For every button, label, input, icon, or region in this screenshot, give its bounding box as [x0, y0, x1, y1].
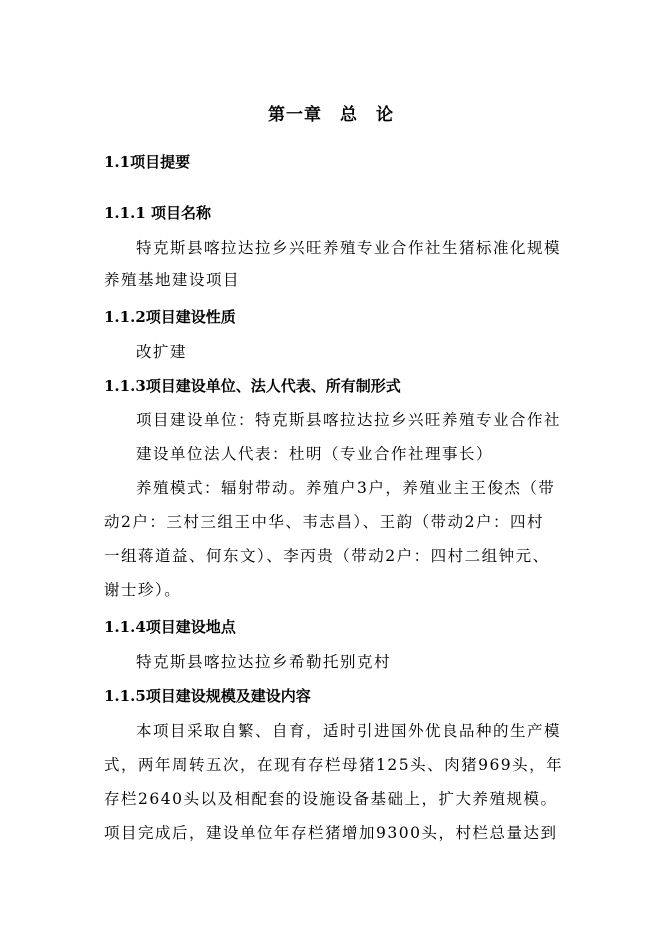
breeding-mode-line-2: 动2户：三村三组王中华、韦志昌）、王韵（带动2户：四村: [104, 513, 544, 531]
section-1-1-1-heading: [104, 202, 211, 223]
section-1-1-heading: 1.1项目提要: [104, 153, 191, 171]
section-1-1-3-heading: 1.1.3项目建设单位、法人代表、所有制形式: [104, 377, 401, 395]
section-1-1-2-heading: 1.1.2项目建设性质: [104, 308, 236, 326]
legal-representative: 建设单位法人代表：杜明（专业合作社理事长）: [136, 445, 494, 463]
chapter-title: 第一章 总 论: [268, 105, 394, 125]
scale-line-3: 存栏2640头以及相配套的设施设备基础上，扩大养殖规模。: [104, 790, 558, 808]
breeding-mode-line-4: 谢士珍）。: [104, 581, 182, 599]
scale-line-1: 本项目采取自繁、自育，适时引进国外优良品种的生产模: [136, 722, 562, 740]
scale-line-4: 项目完成后，建设单位年存栏猪增加9300头，村栏总量达到: [104, 824, 558, 842]
section-1-1-1-text: 1.1.1 项目名称: [104, 204, 211, 222]
breeding-mode-line-3: 一组蒋道益、何东文）、李丙贵（带动2户：四村二组钟元、: [104, 547, 550, 565]
construction-unit: 项目建设单位：特克斯县喀拉达拉乡兴旺养殖专业合作社: [136, 411, 562, 429]
section-1-1-5-heading: 1.1.5项目建设规模及建设内容: [104, 687, 311, 705]
breeding-mode-line-1: 养殖模式：辐射带动。养殖户3户，养殖业主王俊杰（带: [136, 479, 556, 497]
scale-line-2: 式，两年周转五次，在现有存栏母猪125头、肉猪969头，年: [104, 756, 564, 774]
construction-location: 特克斯县喀拉达拉乡希勒托别克村: [136, 653, 392, 671]
project-name-line-1: 特克斯县喀拉达拉乡兴旺养殖专业合作社生猪标准化规模: [136, 239, 562, 257]
section-1-1-4-heading: 1.1.4项目建设地点: [104, 618, 236, 636]
project-name-line-2: 养殖基地建设项目: [104, 271, 241, 289]
construction-nature: 改扩建: [136, 343, 188, 361]
